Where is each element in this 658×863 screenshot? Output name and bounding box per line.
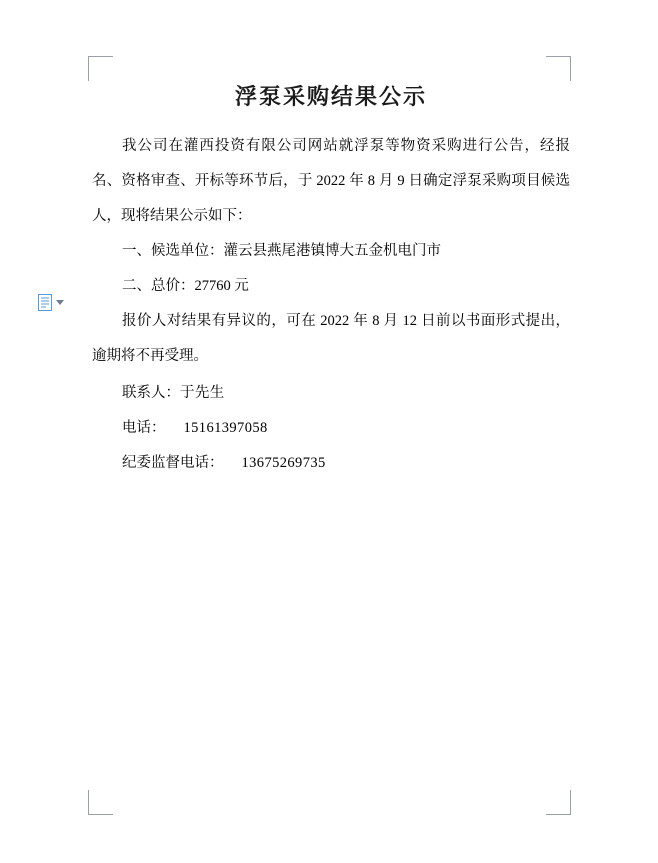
crop-mark-bottom-left xyxy=(88,790,113,815)
contact-person-label: 联系人： xyxy=(122,385,180,401)
page-title: 浮泵采购结果公示 xyxy=(234,84,427,109)
contact-phone-line xyxy=(92,411,570,446)
contact-phone-label: 电话： xyxy=(122,420,166,436)
contact-person-value: 于先生 xyxy=(180,385,225,401)
paragraph-announcement: 我公司在灌西投资有限公司网站就浮泵等物资采购进行公告，经报名、资格审查、开标等环节后，于 2022 年 8 月 9 日确定浮泵采购项目候选人，现将结果公示如下： xyxy=(92,138,570,224)
chevron-down-icon[interactable] xyxy=(56,300,64,305)
supervision-phone-line xyxy=(92,446,570,481)
document-object-anchor[interactable] xyxy=(38,293,64,311)
paragraph-total-price: 二、总价：27760 元 xyxy=(122,278,249,294)
document-object-icon xyxy=(38,294,53,311)
paragraph-candidate-unit: 一、候选单位：灌云县燕尾港镇博大五金机电门市 xyxy=(122,243,441,259)
document-body xyxy=(92,70,570,481)
supervision-phone-value: 13675269735 xyxy=(241,455,326,471)
paragraph-objection-notice: 报价人对结果有异议的，可在 2022 年 8 月 12 日前以书面形式提出，逾期将不再受理。 xyxy=(92,313,570,364)
crop-mark-bottom-right xyxy=(546,790,571,815)
contact-phone-value: 15161397058 xyxy=(183,420,268,436)
supervision-phone-label: 纪委监督电话： xyxy=(122,455,224,471)
contact-person-line xyxy=(92,376,570,411)
